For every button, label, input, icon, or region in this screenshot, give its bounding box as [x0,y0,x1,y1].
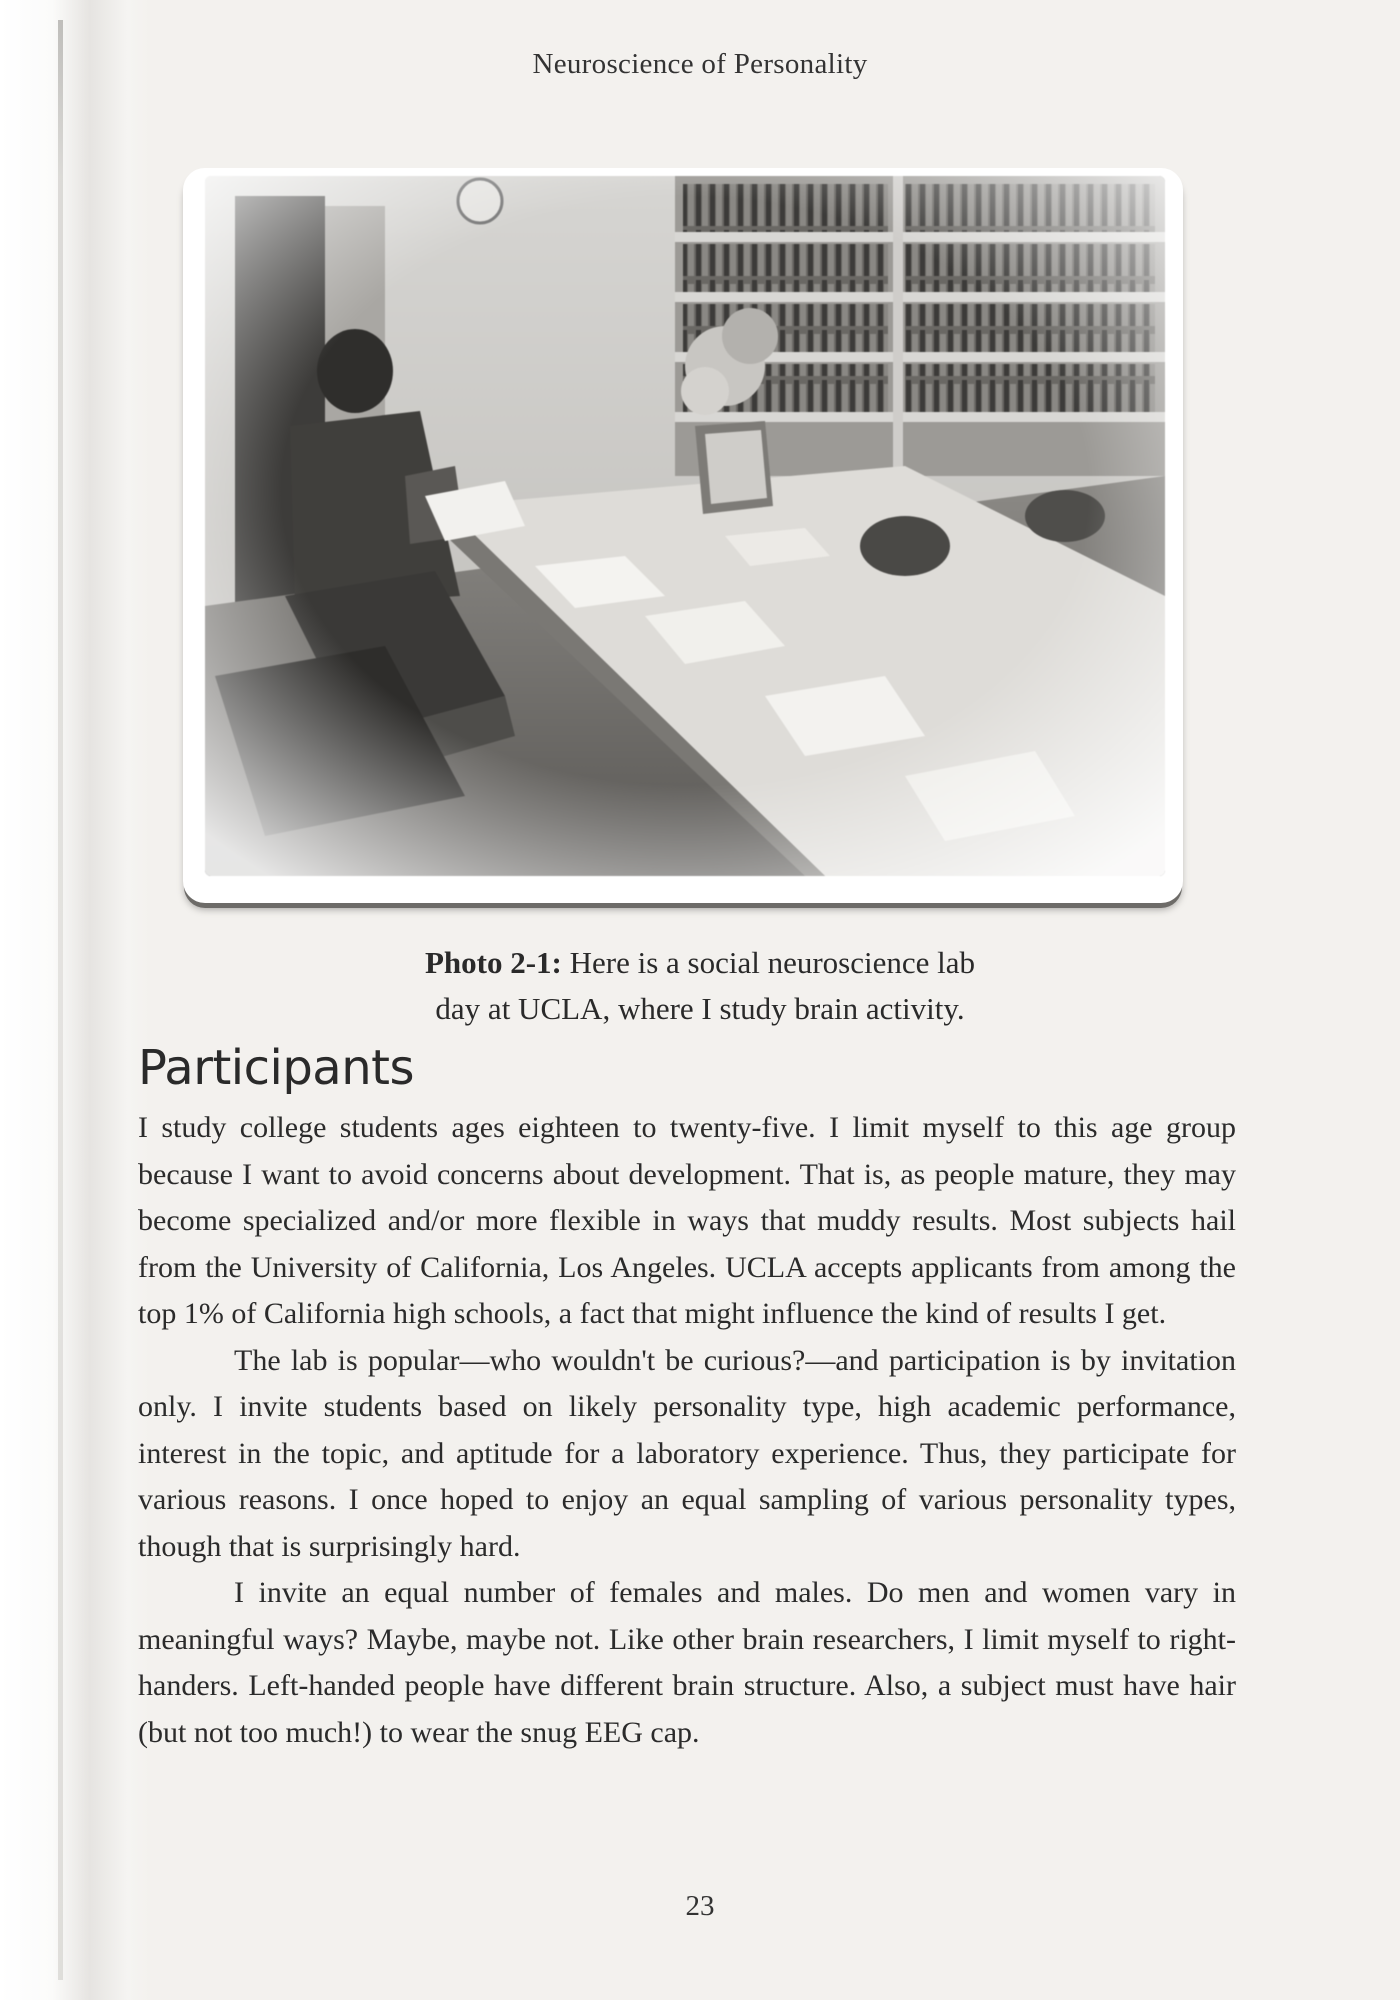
photo-caption [0,940,1400,1032]
caption-line-2: day at UCLA, where I study brain activity. [435,991,965,1026]
lab-photo [205,176,1165,876]
page-number: 23 [685,1890,715,1922]
paragraph-1: I study college students ages eighteen to twenty-five. I limit myself to this age group because I want to avoid concerns about development. That is, as people mature, they may become specialized and/or more flexible in ways that muddy results. Most subjects hail from the University of California, Los Angeles. UCLA accepts applicants from among the top 1% of California high schools, a fact that might influence the kind of results I get. [138,1111,1236,1330]
section-heading: Participants [138,1040,414,1096]
paragraph-3: I invite an equal number of females and males. Do men and women vary in meaningful ways? Maybe, maybe not. Like other brain researchers, I limit myself to right-handers. Left-handed people have different brain structure. Also, a subject must have hair (but not too much!) to wear the snug EEG cap. [138,1576,1236,1749]
caption-line-1: Here is a social neuroscience lab [561,945,976,980]
caption-label: Photo 2-1: [424,945,562,980]
body-text [138,1105,1236,1756]
running-head: Neuroscience of Personality [532,48,868,80]
paragraph-2: The lab is popular—who wouldn't be curious?—and participation is by invitation only. I invite students based on likely personality type, high academic performance, interest in the topic, and aptitude for a laboratory experience. Thus, they participate for various reasons. I once hoped to enjoy an equal sampling of various personality types, though that is surprisingly hard. [138,1343,1236,1563]
